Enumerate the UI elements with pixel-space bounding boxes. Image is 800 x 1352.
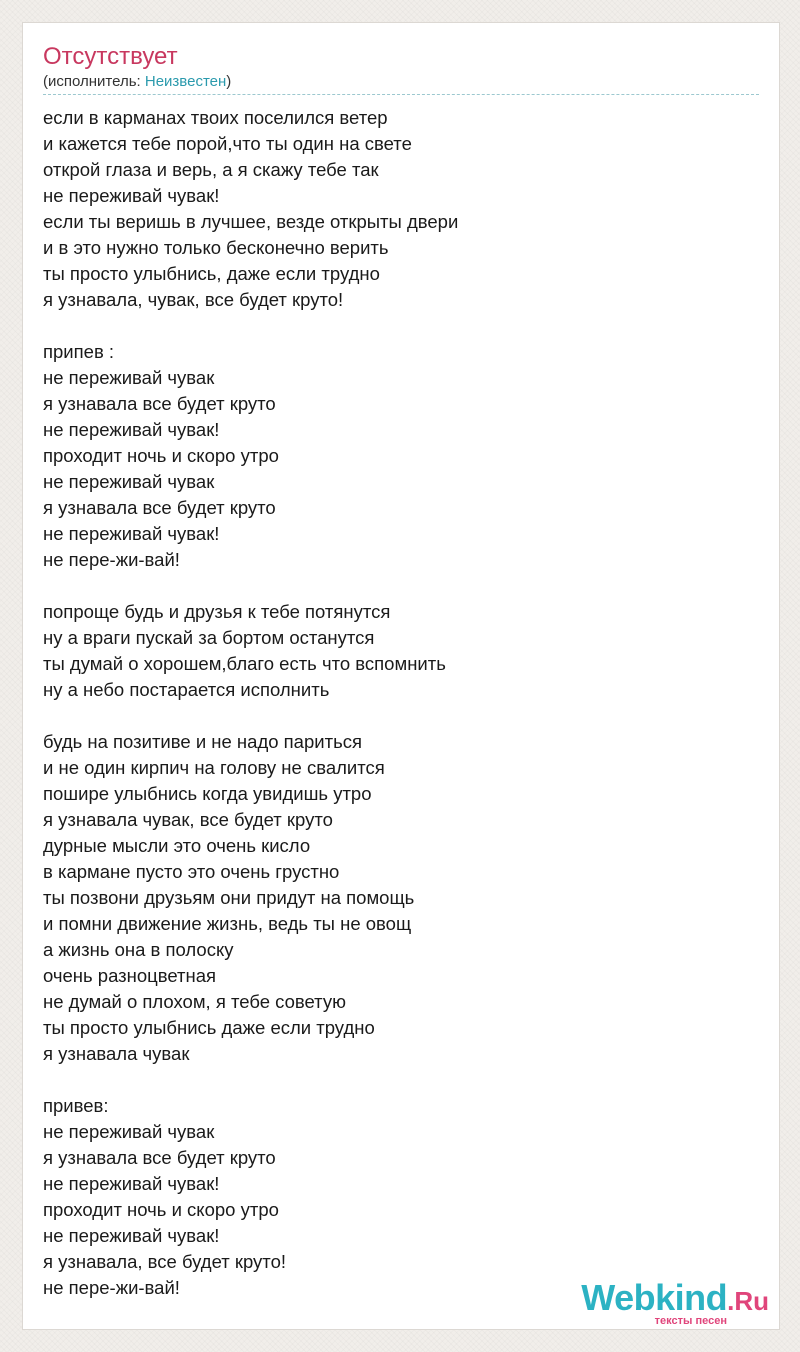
site-logo[interactable] — [581, 1277, 769, 1327]
logo-name: Webkind — [581, 1277, 728, 1318]
song-title: Отсутствует — [43, 43, 178, 70]
song-header — [43, 43, 759, 95]
artist-suffix: ) — [226, 73, 232, 90]
lyrics-text: если в карманах твоих поселился ветер и кажется тебе порой,что ты один на свете открой глаза и верь, а я скажу тебе так не переживай чувак! если ты веришь в лучшее, везде открыты двери и в это нужно только бесконечно верить ты просто улыбнись, даже если трудно я узнавала, чувак, все будет круто! припев : не переживай чувак я узнавала все будет круто не переживай чувак! проходит ночь и скоро утро не переживай чувак я узнавала все будет круто не переживай чувак! не пере-жи-вай! попроще будь и друзья к тебе потянутся ну а враги пускай за бортом останутся ты думай о хорошем,благо есть что вспомнить ну а небо постарается исполнить будь на позитиве и не надо париться и не один кирпич на голову не свалится пошире улыбнись когда увидишь утро я узнавала чувак, все будет круто дурные мысли это очень кисло в кармане пусто это очень грустно ты позвони друзьям они придут на помощь и помни движение жизнь, ведь ты не овощ а жизнь она в полоску очень разноцветная не думай о плохом, я тебе советую ты просто улыбнись даже если трудно я узнавала чувак привев: не переживай чувак я узнавала все будет круто не переживай чувак! проходит ночь и скоро утро не переживай чувак! я узнавала, все будет круто! не пере-жи-вай! — [43, 107, 459, 1298]
logo-tld: .Ru — [727, 1286, 769, 1316]
artist-link[interactable]: Неизвестен — [144, 73, 227, 90]
artist-prefix: (исполнитель: — [43, 73, 145, 90]
artist-line — [43, 72, 759, 95]
logo-tagline: тексты песен — [654, 1315, 727, 1327]
logo-wordmark — [581, 1277, 769, 1318]
lyrics-card — [22, 22, 780, 1330]
